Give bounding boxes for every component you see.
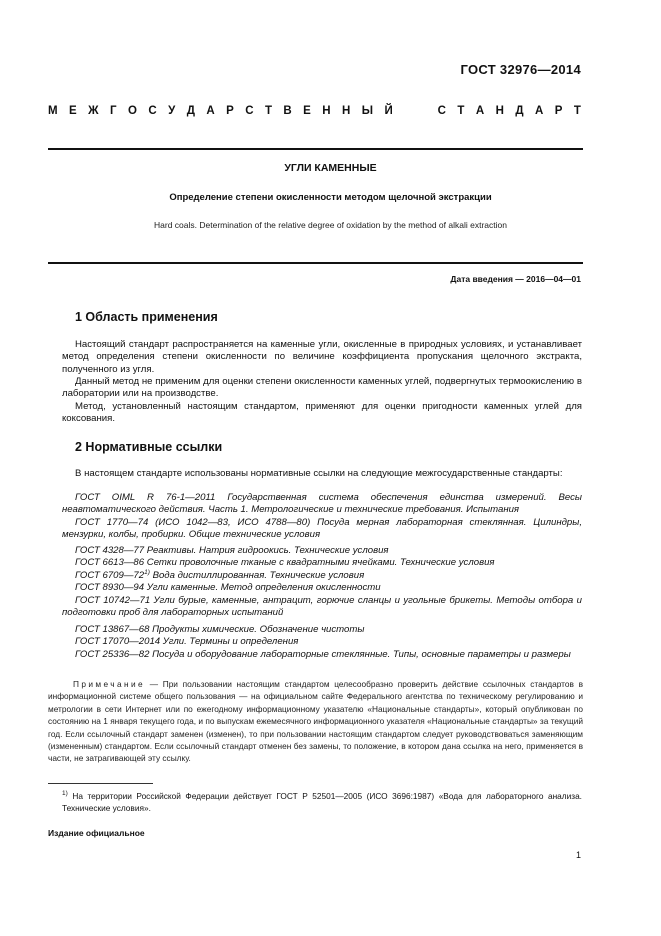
banner-letter: У — [168, 105, 176, 117]
footnote-marker: 1) — [144, 568, 150, 576]
banner-letter: А — [534, 105, 544, 117]
banner-letter: Т — [573, 105, 581, 117]
banner-letter: Д — [186, 105, 195, 117]
banner-letter: Т — [457, 105, 465, 117]
section-1-paragraph-3: Метод, установленный настоящим стандартом, применяют для оценки пригодности каменных углей для коксования. — [62, 401, 582, 425]
footnote-divider — [48, 783, 153, 784]
section-2-intro: В настоящем стандарте использованы нормативные ссылки на следующие межгосударственные стандарты: — [75, 468, 563, 479]
section-1-paragraph-2: Данный метод не применим для оценки степени окисленности каменных углей, подвергнутых термоокислению в лаборатории или на производстве. — [62, 376, 582, 400]
normative-reference: ГОСТ 13867—68 Продукты химические. Обозначение чистоты — [75, 624, 365, 635]
title-divider — [48, 262, 583, 264]
banner-letter: С — [437, 105, 446, 117]
banner-letter: Д — [515, 105, 524, 117]
banner-letter: Е — [303, 105, 311, 117]
banner-letter: Р — [554, 105, 563, 117]
note-block: Примечание — При пользовании настоящим стандартом целесообразно проверить действие ссылочных стандартов в информационной системе общего пользования — на официальном сайте Федерального агентства по техническому регулированию и метрологии в сети Интернет или по ежегодному информационному указателю «Национальные стандарты», который опубликован по состоянию на 1 января текущего года, и по выпускам ежемесячного информационного указателя «Национальные стандарты» за текущий год. Если ссылочный стандарт заменен (изменен), то при пользовании настоящим стандартом следует руководствоваться заменяющим (измененным) стандартом. Если ссылочный стандарт отменен без замены, то положение, в котором дана ссылка на него, применяется в части, не затрагивающей эту ссылку. — [48, 679, 583, 764]
banner-letter: Р — [226, 105, 234, 117]
banner-letter: Т — [264, 105, 272, 117]
banner-letter: С — [148, 105, 157, 117]
normative-reference: ГОСТ 6613—86 Сетки проволочные тканые с квадратными ячейками. Технические условия — [75, 557, 495, 568]
normative-reference: ГОСТ 4328—77 Реактивы. Натрия гидроокись. Технические условия — [75, 545, 389, 556]
header-divider — [48, 148, 583, 150]
normative-reference: ГОСТ 8930—94 Угли каменные. Метод определения окисленности — [75, 582, 381, 593]
banner-letter: М — [48, 105, 58, 117]
banner-letter: Н — [342, 105, 351, 117]
banner-letter: Н — [495, 105, 504, 117]
document-title: УГЛИ КАМЕННЫЕ — [284, 162, 377, 174]
banner-letter: А — [475, 105, 485, 117]
banner-letter: Ж — [88, 105, 99, 117]
normative-reference: ГОСТ 25336—82 Посуда и оборудование лабораторные стеклянные. Типы, основные параметры и размеры — [75, 649, 571, 660]
section-2-heading: 2 Нормативные ссылки — [75, 440, 223, 454]
banner-letter: О — [127, 105, 137, 117]
document-subtitle: Определение степени окисленности методом щелочной экстракции — [169, 192, 492, 203]
banner-letter: С — [245, 105, 254, 117]
section-1-paragraph-1: Настоящий стандарт распространяется на каменные угли, окисленные в природных условиях, и устанавливает метод определения степени окисленности по величине коэффициента пропускания щелочного экстракта, полученного из угля. — [62, 339, 582, 375]
normative-reference: ГОСТ 6709—72$^{1)}$ Вода дистиллированная. Технические условия — [75, 568, 365, 581]
footnote: $^{1)}$ На территории Российской Федерации действует ГОСТ Р 52501—2005 (ИСО 3696:1987) «Вода для лабораторного анализа. Технические условия». — [62, 790, 582, 814]
normative-reference: ГОСТ OIML R 76-1—2011 Государственная система обеспечения единства измерений. Весы неавтоматического действия. Часть 1. Метрологические и технические требования. Испытания — [62, 492, 582, 516]
banner-letter: Й — [384, 105, 393, 117]
banner-letter: Е — [69, 105, 77, 117]
note-label: Примечание — [73, 679, 146, 689]
normative-reference: ГОСТ 10742—71 Угли бурые, каменные, антрацит, горючие сланцы и угольные брикеты. Методы отбора и подготовки проб для лабораторных испытаний — [62, 595, 582, 619]
english-title: Hard coals. Determination of the relative degree of oxidation by the method of alkali extraction — [154, 220, 507, 230]
section-1-heading: 1 Область применения — [75, 310, 218, 324]
official-edition-label: Издание официальное — [48, 828, 145, 838]
normative-reference: ГОСТ 17070—2014 Угли. Термины и определения — [75, 636, 299, 647]
banner-word-gap — [404, 105, 426, 117]
introduction-date: Дата введения — 2016—04—01 — [450, 274, 581, 284]
banner-letter: Н — [322, 105, 331, 117]
banner-letter: Ы — [361, 105, 374, 117]
footnote-mark: 1) — [62, 790, 68, 798]
page-number: 1 — [575, 850, 581, 860]
banner-letter: Г — [109, 105, 117, 117]
document-number: ГОСТ 32976—2014 — [460, 62, 581, 77]
normative-reference: ГОСТ 1770—74 (ИСО 1042—83, ИСО 4788—80) Посуда мерная лабораторная стеклянная. Цилиндры, мензурки, колбы, пробирки. Общие технические условия — [62, 517, 582, 541]
banner-letter: А — [206, 105, 215, 117]
interstate-standard-banner — [48, 105, 581, 117]
banner-letter: В — [283, 105, 292, 117]
